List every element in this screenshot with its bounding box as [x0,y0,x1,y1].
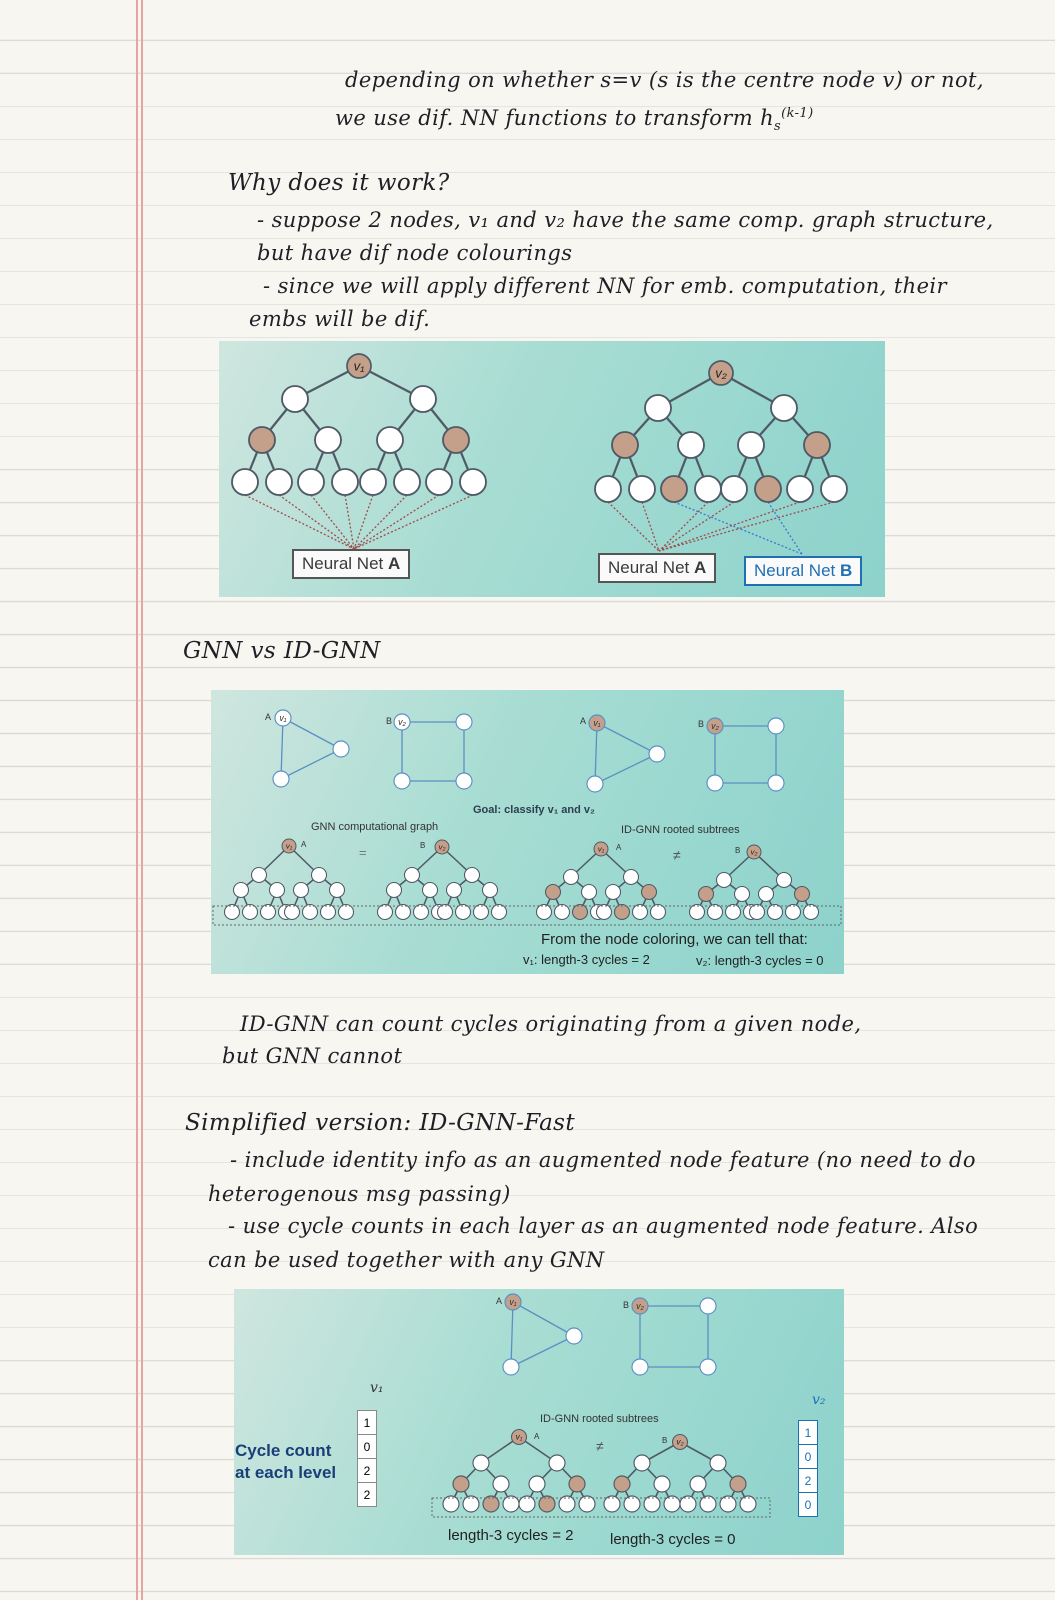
note-superscript: (k-1) [781,106,814,121]
graph-node [503,1359,519,1375]
tree-node [332,469,358,495]
tree-node [266,469,292,495]
cycle-count-line1: Cycle count [235,1441,332,1460]
root-node-label: v₁ [597,844,605,854]
tree-node [614,1476,630,1492]
slide-gnn-vs-idgnn [211,690,844,974]
v1-cycles-text: v₁: length-3 cycles = 2 [523,952,650,967]
tree-label-a: A [534,1432,540,1441]
note-p2a: - since we will apply different NN for emb. computation, their [263,274,947,298]
tree-node [569,1476,585,1492]
tree-node [710,1455,726,1471]
connection-line-a [659,502,800,551]
tree-label-a-idgnn: A [616,843,622,852]
tree-node [755,476,781,502]
v2-table-label: v₂ [812,1392,826,1408]
tree-node [298,469,324,495]
equals-sign: = [359,845,367,860]
note-p1b: but have dif node colourings [257,241,573,265]
note-p5b: can be used together with any GNN [208,1248,605,1272]
tree-node [606,885,621,900]
note-p5a: - use cycle counts in each layer as an augmented node feature. Also [228,1214,979,1238]
graph-node [768,718,784,734]
graph-node [394,773,410,789]
heading-why: Why does it work? [228,170,450,196]
tree-node [795,887,810,902]
tree-node [315,427,341,453]
tree-node [768,905,783,920]
connection-line-b [768,502,802,554]
tree-node [690,1476,706,1492]
tree-node [695,476,721,502]
tree-node [717,873,732,888]
tree-node [423,883,438,898]
root-node-label: v₁ [515,1432,523,1442]
tree-node [282,386,308,412]
tree-node [339,905,354,920]
graph-edge [283,718,341,749]
tree-label-b: B [662,1436,668,1445]
neural-net-a-left-letter: A [387,554,401,573]
note-p3b: but GNN cannot [222,1044,403,1068]
tree-node [492,905,507,920]
graph-node [587,776,603,792]
v2-count-cell: 1 [799,1421,818,1445]
note-p2b: embs will be dif. [249,307,431,331]
tree-node [771,395,797,421]
graph-node-label: v₂ [711,721,719,731]
note-line-2-text: we use dif. NN functions to transform h [335,106,775,130]
root-node-label: v₂ [750,847,758,857]
tree-node [582,885,597,900]
tree-node [624,870,639,885]
neural-net-b-letter: B [839,561,853,580]
tree-node [447,883,462,898]
neural-net-a-right-box [598,553,716,583]
tree-node [549,1455,565,1471]
tree-node [303,905,318,920]
tree-node [438,905,453,920]
tree-node [330,883,345,898]
idgnn-subtrees-label: ID-GNN rooted subtrees [621,824,740,836]
tree-node [394,469,420,495]
tree-node [633,905,648,920]
graph-edge [511,1302,513,1367]
graph-node-label: v₁ [593,718,601,728]
tree-node [460,469,486,495]
v2-cycle-count-table [798,1420,818,1517]
margin-line [136,0,138,1600]
graph-edge [281,718,283,779]
tree-node [804,905,819,920]
root-node-label: v₂ [715,365,727,381]
connection-line [345,495,354,549]
connection-line [279,495,354,549]
note-p4b: heterogenous msg passing) [208,1182,511,1206]
v1-table-label: v₁ [370,1380,384,1396]
graph-node-label: v₁ [509,1297,517,1307]
tree-node [225,905,240,920]
tree-node [410,386,436,412]
tree-node [750,905,765,920]
tree-node [529,1476,545,1492]
neural-net-b-box [744,556,862,586]
graph-label-b-right: B [698,719,705,729]
tree-node [629,476,655,502]
tree-node [555,905,570,920]
tree-node [537,905,552,920]
tree-node [312,868,327,883]
tree-node [465,868,480,883]
tree-node [726,905,741,920]
tree-node [654,1476,670,1492]
note-p3a: ID-GNN can count cycles originating from a given node, [240,1012,862,1036]
tree-node [426,469,452,495]
v1-count-cell: 1 [358,1411,377,1435]
tree-node [651,905,666,920]
graph-node [700,1359,716,1375]
note-line-2 [335,106,814,134]
tree-node [405,868,420,883]
margin-line [141,0,143,1600]
connection-line-a [608,502,659,551]
graph-node [632,1359,648,1375]
tree-node [634,1455,650,1471]
tree-node [456,905,471,920]
graph-node [273,771,289,787]
cycle-count-label [235,1440,336,1484]
graph-label-a-right: A [580,716,587,726]
connection-line [354,495,373,549]
tree-node [708,905,723,920]
tree-node [615,905,630,920]
graph-node-label: v₁ [279,713,287,723]
cycle-count-line2: at each level [235,1463,337,1482]
slide-cycle-counts [234,1289,844,1555]
graph-node [649,746,665,762]
tree-node [699,887,714,902]
tree-node [645,395,671,421]
heading-gnn-vs-idgnn: GNN vs ID-GNN [183,638,381,664]
graph-edge [597,723,657,754]
tree-node [493,1476,509,1492]
graph-label-a-left: A [265,712,272,722]
tree-node [777,873,792,888]
v1-count-cell: 2 [358,1483,377,1507]
tree-node [573,905,588,920]
slide-neural-nets [219,341,885,597]
heading-idgnn-fast: Simplified version: ID-GNN-Fast [185,1110,576,1136]
tree-node [730,1476,746,1492]
tree-node [453,1476,469,1492]
tree-node [252,868,267,883]
tree-node [483,883,498,898]
graph-node [700,1298,716,1314]
graph-edge [281,749,341,779]
root-node-label: v₂ [676,1437,684,1447]
tree-node [243,905,258,920]
graph-node [707,775,723,791]
tree-label-b-idgnn: B [735,846,741,855]
tree-node [821,476,847,502]
idgnn-subtrees-label: ID-GNN rooted subtrees [540,1413,659,1425]
tree-node [360,469,386,495]
root-node-label: v₂ [438,842,446,852]
note-p1a: - suppose 2 nodes, v₁ and v₂ have the same comp. graph structure, [257,208,994,232]
tree-node [261,905,276,920]
note-line-1: depending on whether s=v (s is the centre node v) or not, [345,68,984,92]
graph-label-b-left: B [386,716,393,726]
tree-node [234,883,249,898]
graph-label-b: B [623,1300,630,1310]
tree-node [690,905,705,920]
tree-node [787,476,813,502]
tree-label-b-gnn: B [420,841,426,850]
graph-node [456,714,472,730]
graph-label-a: A [496,1296,503,1306]
tree-node [321,905,336,920]
tree-node [721,476,747,502]
left-cycles-text: length-3 cycles = 2 [448,1527,574,1544]
tree-node [661,476,687,502]
tree-node [759,887,774,902]
tree-node [786,905,801,920]
note-subscript: s [774,119,782,135]
neural-net-a-left-label: Neural Net [302,554,388,573]
graph-node [333,741,349,757]
tree-node [285,905,300,920]
tree-node [735,887,750,902]
neural-net-a-left-box [292,549,410,579]
graph-node-label: v₂ [636,1301,644,1311]
tree-node [396,905,411,920]
graph-node [566,1328,582,1344]
gnn-computational-graph-label: GNN computational graph [311,821,439,833]
tree-node [546,885,561,900]
graph-node [768,775,784,791]
v1-count-cell: 0 [358,1435,377,1459]
neural-net-a-right-letter: A [693,558,707,577]
tree-node [597,905,612,920]
root-node-label: v₁ [285,841,293,851]
graph-edge [511,1336,574,1367]
note-p4a: - include identity info as an augmented node feature (no need to do [230,1148,976,1172]
tree-node [612,432,638,458]
tree-node [595,476,621,502]
tree-node [443,427,469,453]
tree-node [678,432,704,458]
tree-node [564,870,579,885]
graph-node [456,773,472,789]
tree-node [270,883,285,898]
graph-edge [595,723,597,784]
not-equals-sign: ≠ [673,847,681,863]
v2-count-cell: 0 [799,1493,818,1517]
tree-node [378,905,393,920]
tree-node [642,885,657,900]
root-node-label: v₁ [353,358,365,374]
graph-node-label: v₂ [398,717,406,727]
tree-node [414,905,429,920]
tree-label-a-gnn: A [301,840,307,849]
tree-node [474,905,489,920]
goal-text: Goal: classify v₁ and v₂ [473,804,595,816]
connection-line [354,495,407,549]
node-coloring-text: From the node coloring, we can tell that: [541,931,808,948]
connection-line [311,495,354,549]
graph-edge [513,1302,574,1336]
tree-node [473,1455,489,1471]
not-equals-sign: ≠ [596,1438,604,1454]
neural-net-b-label: Neural Net [754,561,840,580]
connection-line [245,495,354,549]
tree-node [387,883,402,898]
connection-line-a [659,502,834,551]
v1-count-cell: 2 [358,1459,377,1483]
connection-line [354,495,439,549]
v2-cycles-text: v₂: length-3 cycles = 0 [696,953,824,968]
right-cycles-text: length-3 cycles = 0 [610,1531,736,1548]
v2-count-cell: 2 [799,1469,818,1493]
neural-net-a-right-label: Neural Net [608,558,694,577]
graph-edge [595,754,657,784]
tree-node [294,883,309,898]
connection-line [354,495,473,549]
leaf-row-box [432,1498,770,1517]
cycle-count-diagram [234,1289,844,1555]
tree-node [738,432,764,458]
v2-count-cell: 0 [799,1445,818,1469]
tree-node [804,432,830,458]
v1-cycle-count-table [357,1410,377,1507]
connection-line-a [642,502,659,551]
tree-node [249,427,275,453]
connection-line-a [659,502,734,551]
tree-node [377,427,403,453]
tree-node [232,469,258,495]
